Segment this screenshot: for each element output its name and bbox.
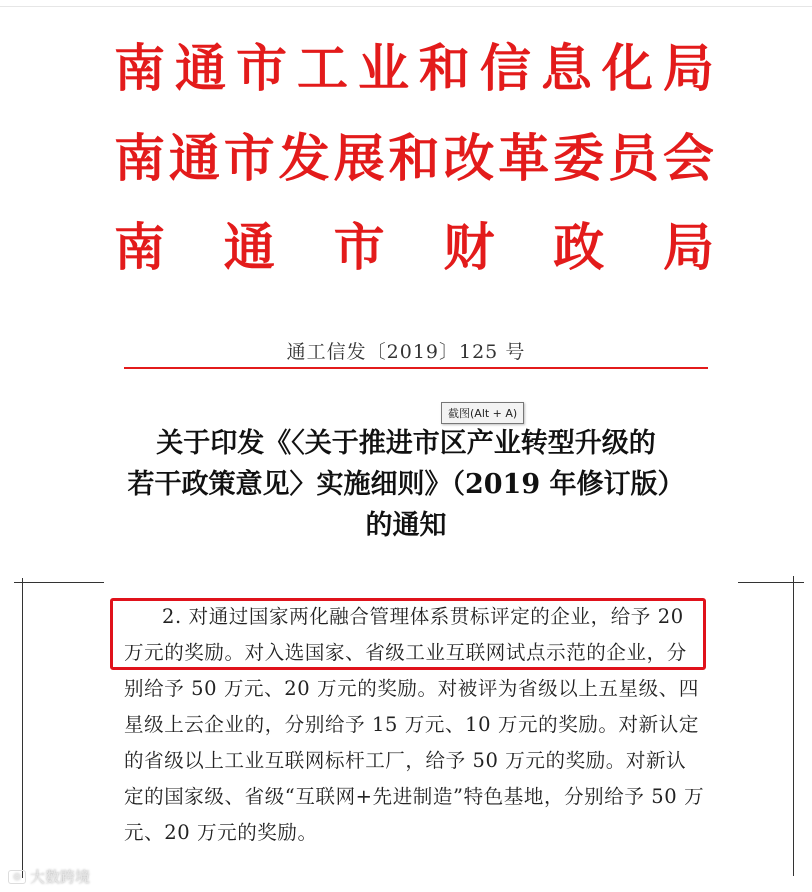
crop-mark-top-right xyxy=(738,582,804,583)
issuer-char: 员 xyxy=(608,129,660,189)
issuer-char: 工 xyxy=(296,39,348,99)
issuer-char: 业 xyxy=(357,39,409,99)
body-line: 的省级以上工业互联网标杆工厂，给予 50 万元的奖励。对新认 xyxy=(124,749,687,772)
issuer-char: 委 xyxy=(553,129,605,189)
crop-mark-top-left xyxy=(14,582,104,583)
issuer-line-1 xyxy=(114,39,714,99)
body-line: 星级上云企业的，分别给予 15 万元、10 万元的奖励。对新认定 xyxy=(124,713,699,736)
issuer-char: 息 xyxy=(540,39,592,99)
issuer-char: 会 xyxy=(662,129,714,189)
watermark-logo-icon: ◎ xyxy=(8,870,26,884)
issuer-line-3 xyxy=(114,218,714,278)
issuer-char: 革 xyxy=(498,129,550,189)
issuer-char: 市 xyxy=(235,39,287,99)
crop-mark-left xyxy=(22,578,23,878)
issuer-char: 南 xyxy=(114,218,166,278)
issuer-char: 市 xyxy=(223,129,275,189)
title-line-3: 的通知 xyxy=(365,510,447,541)
issuer-char: 和 xyxy=(388,129,440,189)
issuer-char: 和 xyxy=(418,39,470,99)
body-line: 2. 对通过国家两化融合管理体系贯标评定的企业，给予 20 xyxy=(162,605,684,628)
issuer-char: 展 xyxy=(333,129,385,189)
document-title xyxy=(0,423,812,546)
body-line: 元、20 万元的奖励。 xyxy=(124,821,318,844)
issuer-char: 局 xyxy=(662,39,714,99)
issuer-char: 信 xyxy=(479,39,531,99)
issuer-char: 南 xyxy=(114,39,166,99)
issuer-char: 化 xyxy=(601,39,653,99)
top-border xyxy=(0,6,812,7)
watermark xyxy=(8,866,90,887)
issuer-char: 市 xyxy=(333,218,385,278)
issuer-char: 通 xyxy=(223,218,275,278)
issuer-char: 南 xyxy=(114,129,166,189)
issuer-char: 通 xyxy=(174,39,226,99)
crop-mark-right xyxy=(793,576,794,876)
issuer-char: 通 xyxy=(168,129,220,189)
issuer-char: 局 xyxy=(662,218,714,278)
screenshot-tooltip: 截图(Alt + A) xyxy=(441,402,524,424)
document-number: 通工信发〔2019〕125 号 xyxy=(286,341,526,363)
issuer-char: 改 xyxy=(443,129,495,189)
issuer-line-2 xyxy=(114,129,714,189)
highlight-annotation-box xyxy=(110,598,706,670)
issuer-char: 发 xyxy=(278,129,330,189)
title-line-1: 关于印发《〈关于推进市区产业转型升级的 xyxy=(156,428,656,459)
title-line-2: 若干政策意见〉实施细则》（2019 年修订版） xyxy=(127,469,685,500)
body-line: 别给予 50 万元、20 万元的奖励。对被评为省级以上五星级、四 xyxy=(124,677,699,700)
body-line: 万元的奖励。对入选国家、省级工业互联网试点示范的企业，分 xyxy=(124,641,687,664)
watermark-text: 大数跨境 xyxy=(30,868,91,886)
body-line: 定的国家级、省级“互联网+先进制造”特色基地，分别给予 50 万 xyxy=(124,785,705,808)
issuer-char: 政 xyxy=(553,218,605,278)
issuer-char: 财 xyxy=(443,218,495,278)
red-divider xyxy=(124,367,708,369)
